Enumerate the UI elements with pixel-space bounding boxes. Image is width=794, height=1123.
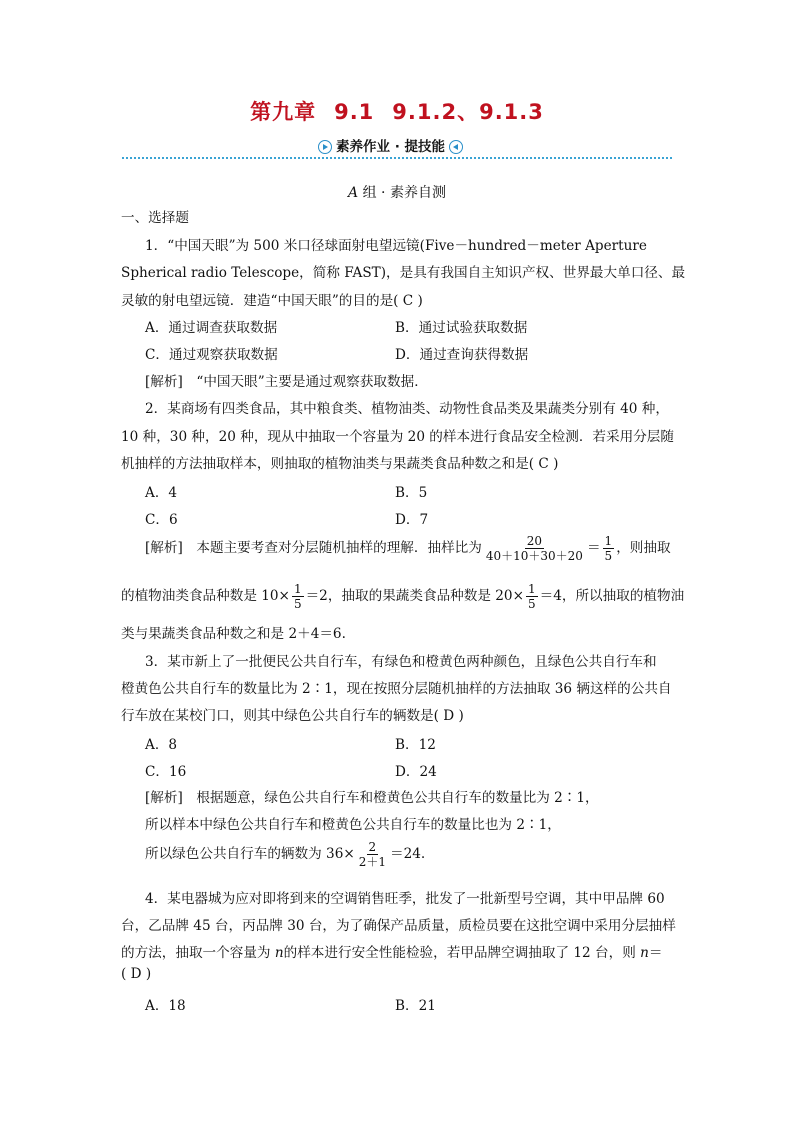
q4-line-2: 台，乙品牌 45 台，丙品牌 30 台，为了确保产品质量，质检员要在这批空调中采用分层抽样 bbox=[121, 918, 676, 934]
q2-option-d: D．7 bbox=[395, 512, 429, 528]
group-letter: A bbox=[348, 185, 359, 201]
q3-line-3: 行车放在某校门口，则其中绿色公共自行车的辆数是( D ) bbox=[121, 708, 464, 724]
section-number: 9.1 bbox=[334, 100, 375, 124]
q3-line-2: 橙黄色公共自行车的数量比为 2∶1，现在按照分层随机抽样的方法抽取 36 辆这样的公共自 bbox=[121, 681, 672, 697]
q1-option-d: D．通过查询获得数据 bbox=[395, 347, 529, 363]
q4-line-4: ( D ) bbox=[121, 966, 152, 982]
banner-text: 素养作业 · 提技能 bbox=[336, 139, 446, 155]
q2-line-1: 2．某商场有四类食品，其中粮食类、植物油类、动物性食品类及果蔬类分别有 40 种， bbox=[145, 401, 669, 417]
section-heading: 一、选择题 bbox=[121, 210, 189, 226]
fraction: $\frac{2}{2+1}$ bbox=[358, 840, 387, 869]
q1-line-3: 灵敏的射电望远镜．建造“中国天眼”的目的是( C ) bbox=[121, 293, 423, 309]
q2-line-2: 10 种，30 种，20 种，现从中抽取一个容量为 20 的样本进行食品安全检测．若采用分层随 bbox=[121, 429, 674, 445]
q3-option-c: C．16 bbox=[145, 764, 187, 780]
page-title bbox=[0, 96, 794, 126]
q1-explanation: [解析] “中国天眼”主要是通过观察获取数据． bbox=[145, 374, 428, 390]
q1-option-a: A．通过调查获取数据 bbox=[145, 320, 278, 336]
q1-option-c: C．通过观察获取数据 bbox=[145, 347, 278, 363]
dotted-divider bbox=[122, 157, 672, 159]
subsection-number: 9.1.2、9.1.3 bbox=[392, 100, 544, 124]
q2-option-b: B．5 bbox=[395, 485, 428, 501]
section-banner bbox=[122, 136, 672, 160]
play-right-icon bbox=[318, 140, 332, 154]
q4-line-1: 4．某电器城为应对即将到来的空调销售旺季，批发了一批新型号空调，其中甲品牌 60 bbox=[145, 891, 665, 907]
q4-option-a: A．18 bbox=[145, 998, 186, 1014]
fraction: $\frac{1}{5}$ bbox=[293, 582, 302, 611]
q4-option-b: B．21 bbox=[395, 998, 436, 1014]
q1-option-b: B．通过试验获取数据 bbox=[395, 320, 528, 336]
banner-label bbox=[308, 137, 473, 157]
q2-option-a: A．4 bbox=[145, 485, 178, 501]
q2-explanation-line-1: [解析] 本题主要考查对分层随机抽样的理解．抽样比为 $\frac{20}{40+10+30+20}$ ＝ $\frac{1}{5}$ ，则抽取 bbox=[145, 534, 671, 563]
chapter-label: 第九章 bbox=[250, 100, 317, 124]
q3-explanation-line-3: 所以绿色公共自行车的辆数为 36× $\frac{2}{2+1}$ ＝24. bbox=[145, 840, 426, 869]
q3-line-1: 3．某市新上了一批便民公共自行车，有绿色和橙黄色两种颜色，且绿色公共自行车和 bbox=[145, 654, 657, 670]
group-text: 组 · 素养自测 bbox=[362, 185, 446, 201]
fraction: $\frac{20}{40+10+30+20}$ bbox=[485, 534, 583, 563]
q2-option-c: C．6 bbox=[145, 512, 178, 528]
play-left-icon bbox=[449, 140, 463, 154]
q1-line-1: 1．“中国天眼”为 500 米口径球面射电望远镜(Five－hundred－meter Aperture bbox=[145, 238, 647, 254]
q3-option-d: D．24 bbox=[395, 764, 437, 780]
q3-option-b: B．12 bbox=[395, 737, 436, 753]
q2-explanation-line-2: 的植物油类食品种数是 10× $\frac{1}{5}$ ＝2，抽取的果蔬类食品种数是 20× $\frac{1}{5}$ ＝4，所以抽取的植物油 bbox=[121, 582, 685, 611]
q2-explanation-line-3: 类与果蔬类食品种数之和是 2＋4＝6. bbox=[121, 626, 346, 642]
q3-explanation-line-1: [解析] 根据题意，绿色公共自行车和橙黄色公共自行车的数量比为 2∶1， bbox=[145, 790, 599, 806]
fraction: $\frac{1}{5}$ bbox=[527, 582, 536, 611]
q2-line-3: 机抽样的方法抽取样本，则抽取的植物油类与果蔬类食品种数之和是( C ) bbox=[121, 456, 559, 472]
q3-option-a: A．8 bbox=[145, 737, 178, 753]
group-heading bbox=[0, 182, 794, 202]
q4-line-3: 的方法，抽取一个容量为 n的样本进行安全性能检验，若甲品牌空调抽取了 12 台，则 n＝ bbox=[121, 945, 663, 961]
q1-line-2: Spherical radio Telescope，简称 FAST)，是具有我国自主知识产权、世界最大单口径、最 bbox=[121, 265, 686, 281]
q3-explanation-line-2: 所以样本中绿色公共自行车和橙黄色公共自行车的数量比也为 2∶1， bbox=[145, 817, 561, 833]
fraction: $\frac{1}{5}$ bbox=[604, 534, 613, 563]
